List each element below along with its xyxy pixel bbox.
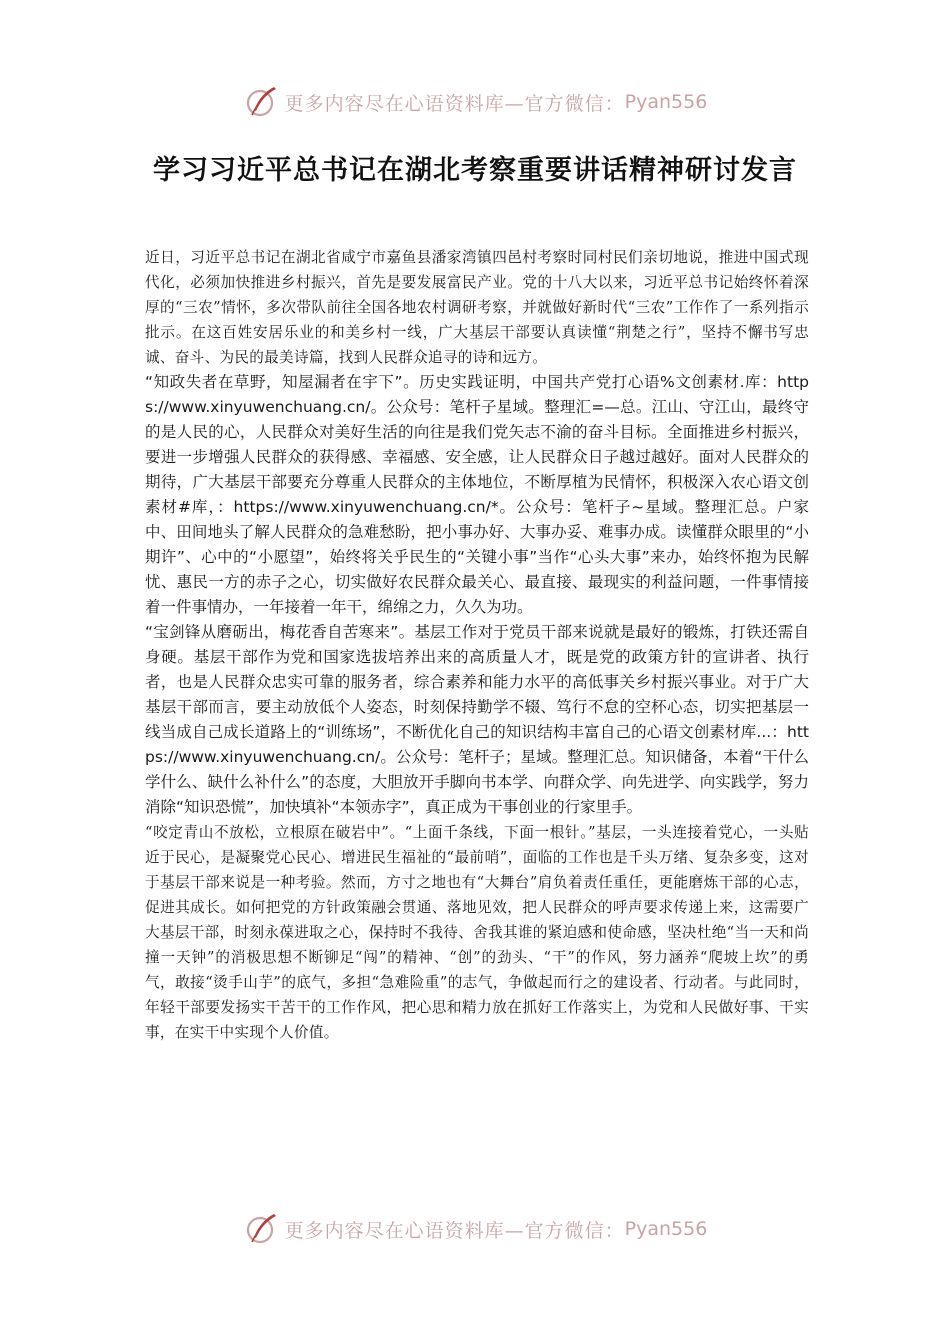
banner-wechat-id: Pyan556: [624, 91, 708, 113]
footer-watermark-banner: [0, 1209, 950, 1249]
document-title: 学习习近平总书记在湖北考察重要讲话精神研讨发言: [153, 155, 797, 186]
banner-text: 更多内容尽在心语资料库—官方微信：: [284, 92, 625, 115]
banner-text: 更多内容尽在心语资料库—官方微信：: [284, 1219, 625, 1242]
paragraph-3: “宝剑锋从磨砺出，梅花香自苦寒来”。基层工作对于党员干部来说就是最好的锻炼，打铁还需自身硬。基层干部作为党和国家选拔培养出来的高质量人才，既是党的政策方针的宣讲者、执行者，也是人民群众忠实可靠的服务者，综合素养和能力水平的高低事关乡村振兴事业。对于广大基层干部而言，要主动放低个人姿态，时刻保持勤学不辍、笃行不怠的空杯心态，切实把基层一线当成自己成长道路上的“训练场”，不断优化自己的知识结构丰富自己的心语文创素材库...：https://www.xinyuwenchuang.cn/。公众号：笔杆子；星域。整理汇总。知识储备，本着“干什么学什么、缺什么补什么”的态度，大胆放开手脚向书本学、向群众学、向先进学、向实践学，努力消除“知识恐慌”，加快填补“本领赤字”，真正成为干事创业的行家里手。: [145, 623, 809, 816]
paragraph-4: “咬定青山不放松，立根原在破岩中”。“上面千条线，下面一根针。”基层，一头连接着党心，一头贴近于民心，是凝聚党心民心、增进民生福祉的“最前哨”，面临的工作也是千头万绪、复杂多变，这对于基层干部来说是一种考验。然而，方寸之地也有“大舞台”肩负着责任重任，更能磨炼干部的心志，促进其成长。如何把党的方针政策融会贯通、落地见效，把人民群众的呼声要求传递上来，这需要广大基层干部，时刻永葆进取之心，保持时不我待、舍我其谁的紧迫感和使命感，坚决杜绝“当一天和尚撞一天钟”的消极思想不断铆足“闯”的精神、“创”的劲头、“干”的作风，努力涵养“爬坡上坎”的勇气，敢接“烫手山芋”的底气，多担“急难险重”的志气，争做起而行之的建设者、行动者。与此同时，年轻干部要发扬实干苦干的工作作风，把心思和精力放在抓好工作落实上，为党和人民做好事、干实事，在实干中实现个人价值。: [145, 824, 809, 1041]
paragraph-2: “知政失者在草野，知屋漏者在宇下”。历史实践证明，中国共产党打心语%文创素材.库：https://www.xinyuwenchuang.cn/。公众号：笔杆子星域。整理汇=—总。江山、守江山，最终守的是人民的心，人民群众对美好生活的向往是我们党矢志不渝的奋斗目标。全面推进乡村振兴，要进一步增强人民群众的获得感、幸福感、安全感，让人民群众日子越过越好。面对人民群众的期待，广大基层干部要充分尊重人民群众的主体地位，不断厚植为民情怀，积极深入农心语文创素材#库，：https://www.xinyuwenchuang.cn/*。公众号：笔杆子~星域。整理汇总。户家中、田间地头了解人民群众的急难愁盼，把小事办好、大事办妥、难事办成。读懂群众眼里的“小期许”、心中的“小愿望”，始终将关乎民生的“关键小事”当作“心头大事”来办，始终怀抱为民解忧、惠民一方的赤子之心，切实做好农民群众最关心、最直接、最现实的利益问题，一件事情接着一件事情办，一年接着一年干，绵绵之力，久久为功。: [145, 373, 809, 616]
quill-pen-in-circle-icon: [243, 84, 279, 120]
paragraph-1: 近日，习近平总书记在湖北省咸宁市嘉鱼县潘家湾镇四邑村考察时同村民们亲切地说，推进中国式现代化，必须加快推进乡村振兴，首先是要发展富民产业。党的十八大以来，习近平总书记始终怀着深厚的“三农”情怀，多次带队前往全国各地农村调研考察，并就做好新时代“三农”工作作了一系列指示批示。在这百姓安居乐业的和美乡村一线，广大基层干部要认真读懂“荆楚之行”，坚持不懈书写忠诚、奋斗、为民的最美诗篇，找到人民群众追寻的诗和远方。: [145, 249, 809, 366]
quill-pen-in-circle-icon: [243, 1211, 279, 1247]
banner-wechat-id: Pyan556: [624, 1218, 708, 1240]
document-body: [145, 245, 809, 1045]
header-watermark-banner: [0, 82, 950, 122]
